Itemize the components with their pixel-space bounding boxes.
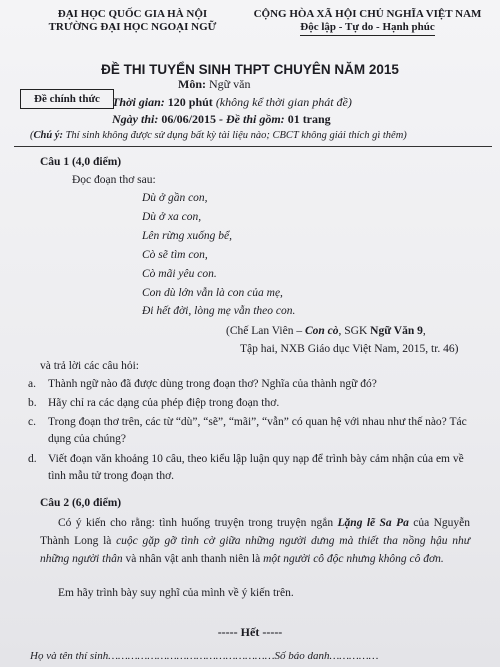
q2-task: Em hãy trình bày suy nghĩ của mình về ý kiến trên. — [58, 587, 294, 599]
time-label: Thời gian: — [112, 95, 165, 109]
exam-title: ĐỀ THI TUYỂN SINH THPT CHUYÊN NĂM 2015 — [101, 62, 399, 77]
note-text: Thí sinh không được sử dụng bất kỳ tài liệu nào; CBCT không giải thích gì thêm — [65, 130, 404, 141]
poem-block — [142, 189, 295, 321]
subject-line — [178, 77, 251, 92]
university-name: ĐẠI HỌC QUỐC GIA HÀ NỘI — [57, 8, 208, 20]
time-note: (không kể thời gian phát đề) — [215, 95, 352, 109]
school-name: TRƯỜNG ĐẠI HỌC NGOẠI NGỮ — [48, 21, 217, 33]
question-item — [28, 395, 468, 412]
time-line — [112, 95, 352, 110]
q2-text: Có ý kiến cho rằng: tình huống truyện trong truyện ngắn — [58, 517, 338, 529]
poem-line: Dù ở xa con, — [142, 210, 202, 223]
subject-label: Môn: — [178, 77, 206, 91]
date-label: Ngày thi: — [112, 112, 159, 126]
exam-note: (Chú ý: Thí sinh không được sử dụng bất kỳ tài liệu nào; CBCT không giải thích gì thêm) — [30, 130, 407, 141]
q2-statement — [40, 514, 470, 568]
poem-line: Cò mãi yêu con. — [142, 267, 217, 280]
item-text: Thành ngữ nào đã được dùng trong đoạn thơ? Nghĩa của thành ngữ đó? — [48, 378, 377, 390]
story-title: Lặng lẽ Sa Pa — [337, 517, 409, 529]
divider-line — [14, 146, 492, 147]
date-value: 06/06/2015 — [161, 112, 217, 126]
question-item — [28, 414, 468, 448]
item-text: Hãy chỉ ra các dạng của phép điệp trong đoạn thơ. — [48, 397, 280, 409]
country-name: CỘNG HÒA XÃ HỘI CHỦ NGHĨA VIỆT NAM — [253, 8, 482, 20]
end-marker: ----- Hết ----- — [217, 625, 283, 639]
subject-value: Ngữ văn — [209, 77, 251, 91]
pages-value: 01 trang — [287, 112, 331, 126]
question-item — [28, 376, 468, 393]
q2-text: và nhân vật anh thanh niên là — [122, 553, 264, 565]
q2-text: của Nguyễn Thành Long là — [40, 517, 470, 547]
pages-label: - Đề thi gồm: — [219, 112, 285, 126]
q2-heading: Câu 2 (6,0 điểm) — [40, 497, 122, 509]
source-sep: , SGK — [338, 325, 371, 337]
question-item — [28, 451, 468, 485]
item-label: b. — [28, 397, 37, 409]
poem-line: Cò sẽ tìm con, — [142, 248, 208, 261]
poem-line: Con dù lớn vẫn là con của mẹ, — [142, 286, 283, 299]
q1-prompt: và trả lời các câu hỏi: — [40, 360, 139, 372]
item-text: Viết đoạn văn khoảng 10 câu, theo kiểu lập luận quy nạp để trình bày cảm nhận của em về tình mẫu tử trong đoạn thơ. — [48, 453, 464, 482]
national-header — [245, 8, 490, 36]
source-comma: , — [422, 325, 426, 337]
q2-quote: cuộc gặp gỡ tình cờ giữa những người dưng mà thiết tha nồng hậu như những người thân — [40, 535, 471, 565]
date-line — [112, 112, 331, 127]
time-value: 120 phút — [167, 95, 213, 109]
source-author: (Chế Lan Viên – — [226, 325, 305, 337]
q1-heading: Câu 1 (4,0 điểm) — [40, 156, 122, 168]
official-stamp: Đề chính thức — [20, 89, 114, 109]
source-poem-title: Con cò — [304, 325, 339, 337]
poem-line: Đi hết đời, lòng mẹ vẫn theo con. — [142, 305, 296, 318]
q1-intro: Đọc đoạn thơ sau: — [72, 174, 156, 186]
source-book: Ngữ Văn 9 — [370, 325, 423, 337]
item-label: a. — [28, 378, 36, 390]
poem-line: Dù ở gần con, — [142, 192, 208, 204]
poem-source — [226, 322, 426, 340]
poem-line: Lên rừng xuống bể, — [142, 229, 232, 242]
item-label: c. — [28, 416, 36, 428]
national-motto: Độc lập - Tự do - Hạnh phúc — [300, 21, 434, 36]
poem-source-publisher: Tập hai, NXB Giáo dục Việt Nam, 2015, tr. 46) — [240, 343, 459, 355]
item-text: Trong đoạn thơ trên, các từ “dù”, “sẽ”, “mãi”, “vẫn” có quan hệ với nhau như thế nào? Tác dụng của chúng? — [48, 416, 467, 445]
note-label: Chú ý: — [33, 130, 63, 141]
q2-quote: một người cô độc nhưng không cô đơn. — [263, 553, 444, 565]
issuer-header — [30, 8, 235, 34]
candidate-info-line: Họ và tên thí sinh……………………………………………Số báo danh…………… — [30, 650, 379, 662]
item-label: d. — [28, 453, 37, 465]
